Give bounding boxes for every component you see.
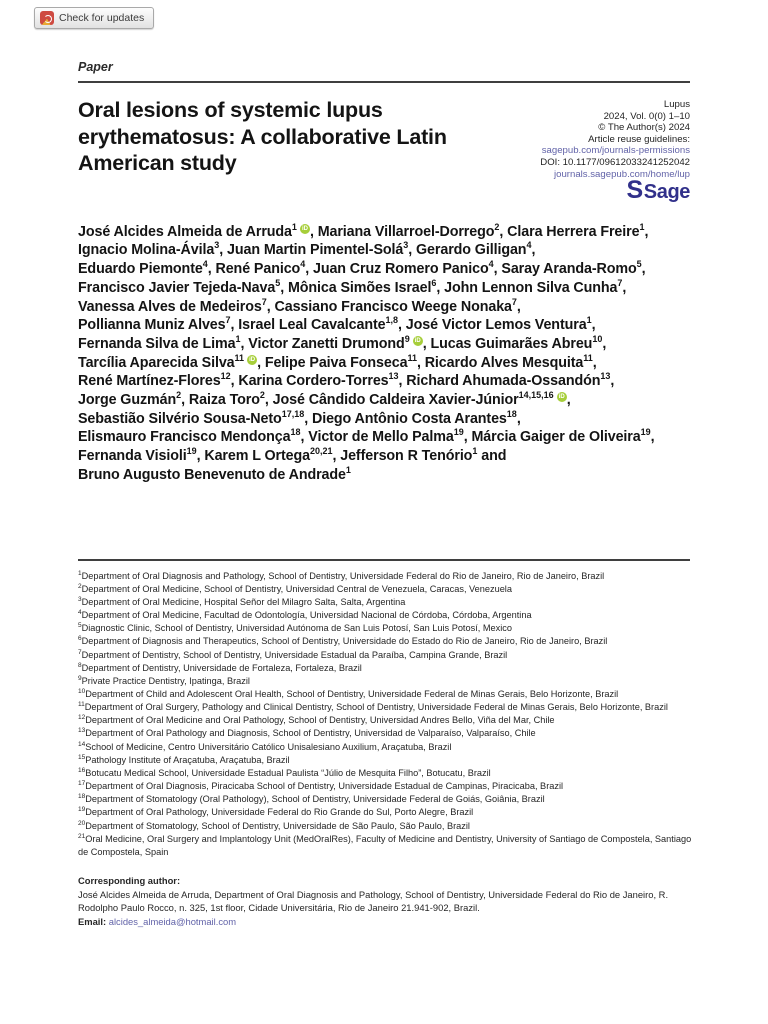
corresponding-author-label: Corresponding author: <box>78 875 181 887</box>
author-line <box>78 260 690 279</box>
corresponding-author-text: José Alcides Almeida de Arruda, Department of Oral Diagnosis and Pathology, School of Dentistry, Universidade Federal do Rio de Janeiro, R. Rodolpho Paulo Rocco, n. 325, 1st floor, Cidade Universitária, Rio de Janeiro 21.941-902, Brazil. <box>78 888 669 914</box>
author-name: Sebastião Silvério Sousa-Neto$^{17,18}$, <box>78 409 312 427</box>
author-name: Jorge Guzmán$^2$, <box>78 390 189 409</box>
author-name: Karina Cordero-Torres$^{13}$, <box>238 371 407 390</box>
journal-home-link[interactable]: journals.sagepub.com/home/lup <box>554 168 690 180</box>
author-name: Jefferson R Tenório$^1$ and <box>340 446 507 465</box>
sage-s-icon: S <box>626 176 643 205</box>
section-label: Paper <box>78 60 113 74</box>
author-line <box>78 223 690 242</box>
author-name: Ignacio Molina-Ávila$^3$, <box>78 240 227 259</box>
affiliation-item: $^{13}$Department of Oral Pathology and Diagnosis, School of Dentistry, Universidad de Valparaíso, Valparaíso, Chile <box>78 727 536 739</box>
affiliation-item: $^2$Department of Oral Medicine, School of Dentistry, Universidad Central de Venezuela, Caracas, Venezuela <box>78 582 512 594</box>
author-name: Tarcília Aparecida Silva$^{11}$ iD , <box>78 352 265 371</box>
affiliation-list <box>78 570 690 859</box>
affiliation-item: $^7$Department of Dentistry, School of Dentistry, Universidade Estadual da Paraíba, Campina Grande, Brazil <box>78 648 508 660</box>
affiliation-item: $^8$Department of Dentistry, Universidade de Fortaleza, Fortaleza, Brazil <box>78 661 362 673</box>
orcid-icon[interactable]: iD <box>414 338 421 345</box>
affiliation-item: $^{21}$Oral Medicine, Oral Surgery and Implantology Unit (MedOralRes), Faculty of Medicine and Dentistry, University of Santiago de Compostela, Santiago de Compostela, Spain <box>78 832 692 857</box>
orcid-icon[interactable]: iD <box>558 394 565 401</box>
author-name: Raiza Toro$^2$, <box>188 390 273 409</box>
author-name: José Alcides Almeida de Arruda$^1$ iD , <box>78 221 318 240</box>
affiliation-item: $^3$Department of Oral Medicine, Hospital Señor del Milagro Salta, Salta, Argentina <box>78 595 406 607</box>
affiliation-item: $^{17}$Department of Oral Diagnosis, Piracicaba School of Dentistry, Universidade Estadual de Campinas, Piracicaba, Brazil <box>78 780 564 792</box>
journal-copyright: © The Author(s) 2024 <box>598 122 690 134</box>
article-title <box>78 97 518 199</box>
author-line <box>78 241 690 260</box>
author-line <box>78 298 690 317</box>
email-link[interactable]: alcides_almeida@hotmail.com <box>108 915 237 927</box>
email-label: Email: <box>78 915 107 927</box>
author-name: John Lennon Silva Cunha$^7$, <box>444 278 627 296</box>
affiliation-item: $^{10}$Department of Child and Adolescent Oral Health, School of Dentistry, Universidade Federal de Minas Gerais, Belo Horizonte, Brazil <box>78 687 619 699</box>
affiliation-item: $^{14}$School of Medicine, Centro Universitário Católico Unisalesiano Auxilium, Araçatuba, Brazil <box>78 740 452 752</box>
affiliation-item: $^{19}$Department of Oral Pathology, Universidade Federal do Rio Grande do Sul, Porto Alegre, Brazil <box>78 806 474 818</box>
author-name: Vanessa Alves de Medeiros$^7$, <box>78 296 275 315</box>
author-line <box>78 447 690 466</box>
affiliation-item: $^6$Department of Diagnosis and Therapeutics, School of Dentistry, Universidade do Estado do Rio de Janeiro, Rio de Janeiro, Brazil <box>78 635 608 647</box>
author-name: Diego Antônio Costa Arantes$^{18}$, <box>311 409 521 427</box>
author-name: Juan Martin Pimentel-Solá$^3$, <box>227 240 417 259</box>
author-name: Mariana Villarroel-Dorrego$^2$, <box>317 221 508 240</box>
author-name: Pollianna Muniz Alves$^7$, <box>78 315 239 334</box>
author-line <box>78 410 690 429</box>
article-title-line1: Oral lesions of systemic lupus <box>78 98 383 122</box>
author-name: Francisco Javier Tejeda-Nava$^5$, <box>78 278 288 296</box>
affiliation-item: $^{20}$Department of Stomatology, School of Dentistry, Universidade de São Paulo, São Paulo, Brazil <box>78 819 470 831</box>
author-name: Victor Zanetti Drumond$^9$ iD , <box>248 334 431 352</box>
article-title-line2: erythematosus: A collaborative Latin <box>78 124 447 149</box>
author-name: Juan Cruz Romero Panico$^4$, <box>312 259 502 278</box>
author-name: Fernanda Visioli$^{19}$, <box>78 446 205 465</box>
author-line <box>78 335 690 354</box>
reuse-guidelines-label: Article reuse guidelines: <box>588 133 690 145</box>
affiliation-rule <box>78 559 690 561</box>
journal-name: Lupus <box>663 99 690 110</box>
affiliation-item: $^{16}$Botucatu Medical School, Universidade Estadual Paulista “Júlio de Mesquita Filho”, Botucatu, Brazil <box>78 766 491 778</box>
affiliation-item: $^{18}$Department of Stomatology (Oral Pathology), School of Dentistry, Universidade Federal de Goiás, Goiânia, Brazil <box>78 793 545 805</box>
author-name: Cassiano Francisco Weege Nonaka$^7$, <box>274 296 521 315</box>
header-rule <box>78 81 690 83</box>
author-name: Lucas Guimarães Abreu$^{10}$, <box>430 334 607 352</box>
author-name: René Panico$^4$, <box>215 259 313 278</box>
affiliation-item: $^1$Department of Oral Diagnosis and Pathology, School of Dentistry, Universidade Federal do Rio de Janeiro, Rio de Janeiro, Brazil <box>78 569 605 581</box>
author-line <box>78 316 690 335</box>
journal-volume: 2024, Vol. 0(0) 1–10 <box>603 110 690 122</box>
author-line <box>78 279 690 298</box>
author-name: Ricardo Alves Mesquita$^{11}$, <box>424 352 597 371</box>
author-line <box>78 391 690 410</box>
author-lines <box>78 223 690 485</box>
author-name: Felipe Paiva Fonseca$^{11}$, <box>264 352 425 371</box>
author-line <box>78 428 690 447</box>
journal-meta <box>540 97 690 205</box>
author-name: Fernanda Silva de Lima$^1$, <box>78 334 249 352</box>
affiliation-item: $^4$Department of Oral Medicine, Facultad de Odontología, Universidad Nacional de Córdoba, Córdoba, Argentina <box>78 609 532 621</box>
author-line <box>78 354 690 373</box>
author-name: Israel Leal Cavalcante$^{1,8}$, <box>238 315 406 334</box>
affiliation-item: $^{15}$Pathology Institute of Araçatuba, Araçatuba, Brazil <box>78 753 290 765</box>
author-line <box>78 466 690 485</box>
affiliation-item: $^{11}$Department of Oral Surgery, Pathology and Clinical Dentistry, School of Dentistry, Universidade Federal de Minas Gerais, Belo Horizonte, Brazil <box>78 701 668 713</box>
header-row <box>78 97 690 205</box>
author-name: José Cândido Caldeira Xavier-Júnior$^{14,15,16}$ iD , <box>272 390 571 409</box>
corresponding-author-block <box>78 874 694 928</box>
author-name: Victor de Mello Palma$^{19}$, <box>308 427 472 446</box>
affiliation-item: $^9$Private Practice Dentistry, Ipatinga, Brazil <box>78 674 250 686</box>
author-name: Karem L Ortega$^{20,21}$, <box>204 446 341 465</box>
author-name: Clara Herrera Freire$^1$, <box>507 221 649 240</box>
author-name: Eduardo Piemonte$^4$, <box>78 259 216 278</box>
affiliation-item: $^{12}$Department of Oral Medicine and Oral Pathology, School of Dentistry, Universidad Andres Bello, Viña del Mar, Chile <box>78 714 555 726</box>
article-title-line3: American study <box>78 151 237 175</box>
orcid-icon[interactable]: iD <box>249 356 256 363</box>
author-name: Gerardo Gilligan$^4$, <box>416 240 536 259</box>
author-name: José Victor Lemos Ventura$^1$, <box>405 315 596 334</box>
affiliation-item: $^5$Diagnostic Clinic, School of Dentistry, Universidad Autónoma de San Luis Potosí, San Luis Potosí, Mexico <box>78 622 512 634</box>
author-name: Bruno Augusto Benevenuto de Andrade$^1$ <box>78 465 351 483</box>
author-name: Mônica Simões Israel$^6$, <box>287 278 445 296</box>
sage-wordmark: Sage <box>643 181 690 204</box>
check-for-updates-label: Check for updates <box>59 12 145 24</box>
author-name: Richard Ahumada-Ossandón$^{13}$, <box>406 371 615 390</box>
author-line <box>78 372 690 391</box>
email-line <box>78 915 694 929</box>
orcid-icon[interactable]: iD <box>301 225 308 232</box>
doi-line: DOI: 10.1177/09612033241252042 <box>540 156 690 168</box>
author-name: Saray Aranda-Romo$^5$, <box>501 259 646 278</box>
crossmark-icon <box>40 11 54 25</box>
author-name: Elismauro Francisco Mendonça$^{18}$, <box>78 427 309 446</box>
author-name: Márcia Gaiger de Oliveira$^{19}$, <box>471 427 655 446</box>
permissions-link[interactable]: sagepub.com/journals-permissions <box>541 145 690 157</box>
author-name: René Martínez-Flores$^{12}$, <box>78 371 239 390</box>
sage-logo <box>540 176 690 205</box>
check-for-updates-badge[interactable] <box>34 7 154 29</box>
